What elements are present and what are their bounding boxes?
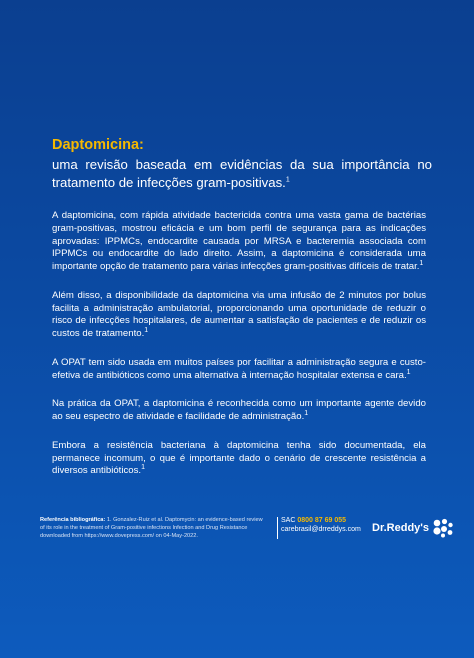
- paragraph-4: [52, 398, 426, 424]
- paragraph-3: [52, 357, 426, 383]
- paragraph-2-text: Além disso, a disponibilidade da daptomicina via uma infusão de 2 minutos por bolus facilita a administração ambulatorial, proporcionando uma oportunidade de reduzir o risco de infecções hospitalares, de aumentar a satisfação de pacientes e de reduzir os custos de tratamento.: [52, 289, 426, 339]
- paragraph-4-footnote-marker: 1: [304, 409, 309, 417]
- paragraph-1-footnote-marker: 1: [419, 259, 424, 267]
- contact-block: [277, 517, 361, 539]
- title-block: [52, 136, 432, 191]
- reference-label: Referência bibliográfica:: [40, 517, 106, 523]
- body-text: [52, 210, 426, 494]
- paragraph-4-text: Na prática da OPAT, a daptomicina é reconhecida como um importante agente devido ao seu espectro de atividade e facilidade de administração.: [52, 398, 426, 422]
- paragraph-5: [52, 440, 426, 478]
- contact-email[interactable]: carebrasil@drreddys.com: [281, 526, 361, 534]
- paragraph-5-footnote-marker: 1: [141, 464, 145, 472]
- subtitle-footnote-marker: 1: [285, 176, 290, 184]
- dr-reddys-dots-logo-icon: [432, 518, 454, 538]
- page-subtitle-text: uma revisão baseada em evidências da sua importância no tratamento de infecções gram-positivas.: [52, 157, 432, 190]
- sac-label: SAC: [281, 517, 296, 524]
- paragraph-3-text: A OPAT tem sido usada em muitos países por facilitar a administração segura e custo-efetiva de antibióticos como uma alternativa à internação hospitalar extensa e cara.: [52, 356, 426, 381]
- paragraph-3-footnote-marker: 1: [406, 368, 411, 376]
- brand-logo: [372, 517, 454, 539]
- paragraph-1: [52, 210, 426, 274]
- paragraph-5-text: Embora a resistência bacteriana à daptomicina tenha sido documentada, ela permanece incomum, o que é importante dado o cenário de crescente resistência a diversos antibióticos.: [52, 439, 426, 477]
- page-subtitle: [52, 156, 432, 191]
- bibliographic-reference: [40, 517, 268, 540]
- paragraph-2-footnote-marker: 1: [144, 326, 149, 334]
- page-title: Daptomicina:: [52, 137, 144, 153]
- sac-phone-number[interactable]: 0800 87 69 055: [297, 517, 347, 524]
- footer: [40, 517, 460, 557]
- logo-text: Dr.Reddy's: [372, 522, 430, 534]
- paragraph-1-text: A daptomicina, com rápida atividade bactericida contra uma vasta gama de bactérias gram-positivas, mostrou eficácia e um bom perfil de segurança para as indicações aprovadas: IPPMCs, endocardite causada por MRSA e bacteremia associada com IPPMCs ou endocardite do lado direito. Assim, a daptomicina é considerada uma importante opção de tratamento para várias infecções gram-positivas difíceis de tratar.: [52, 210, 426, 272]
- paragraph-2: [52, 290, 426, 341]
- reference-text: 1. Gonzalez-Ruiz et al. Daptomycin: an evidence-based review of its role in the treatment of Gram-positive infections Infection and Drug Resistance downloaded from https://www.dovepress.com/ on 04-May-2022.: [40, 517, 263, 539]
- sac-line: [281, 517, 361, 525]
